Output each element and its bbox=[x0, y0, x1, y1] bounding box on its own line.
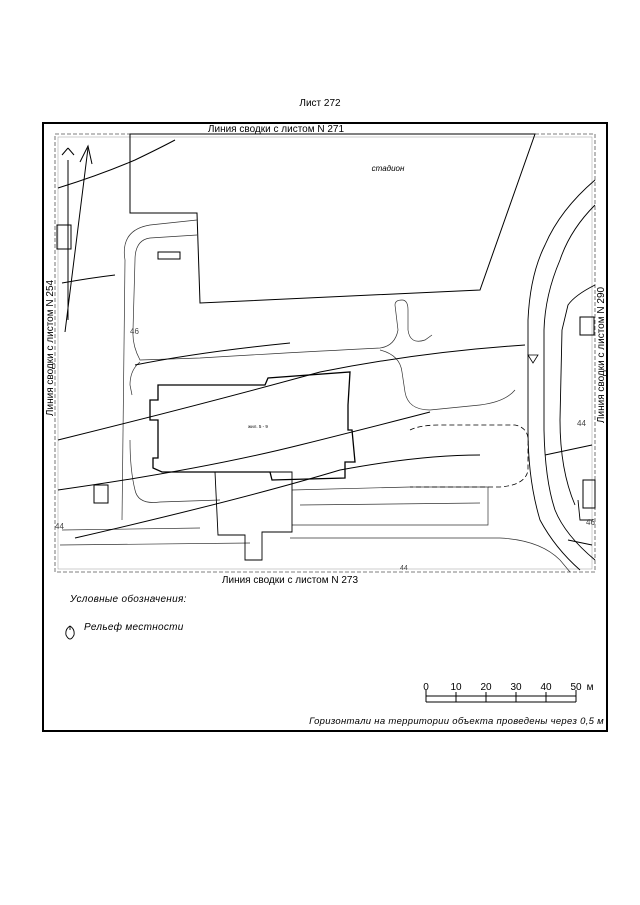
scale-tick-30: 30 bbox=[510, 682, 522, 693]
north-arrow bbox=[62, 146, 92, 332]
sheet-title: Лист 272 bbox=[299, 98, 341, 109]
scale-bar bbox=[423, 682, 593, 702]
road bbox=[528, 180, 595, 570]
contour-label-3: 44 bbox=[577, 419, 586, 428]
scale-unit: м bbox=[586, 682, 594, 693]
passage bbox=[215, 472, 292, 560]
contour-label-2: 44 bbox=[55, 522, 64, 531]
scale-tick-10: 10 bbox=[450, 682, 462, 693]
contour-label-5: 44 bbox=[400, 565, 408, 572]
paths bbox=[60, 220, 570, 572]
scale-tick-0: 0 bbox=[423, 682, 429, 693]
contour-label-4: 46 bbox=[586, 518, 595, 527]
tie-line-bottom: Линия сводки с листом N 273 bbox=[221, 575, 359, 586]
building-label: жил. 5 - 9 bbox=[248, 424, 268, 429]
stadium-label: стадион bbox=[371, 164, 405, 173]
stadium-outline bbox=[130, 134, 535, 303]
scale-tick-50: 50 bbox=[570, 682, 582, 693]
scale-tick-40: 40 bbox=[540, 682, 552, 693]
legend-relief-label: Рельеф местности bbox=[84, 622, 184, 633]
tie-line-top: Линия сводки с листом N 271 bbox=[207, 124, 345, 135]
small-structure-2 bbox=[57, 225, 71, 249]
road-arrow bbox=[528, 355, 538, 363]
scale-tick-20: 20 bbox=[480, 682, 492, 693]
contour-label-1: 46 bbox=[130, 327, 139, 336]
map-border bbox=[55, 134, 595, 572]
small-structure-1 bbox=[158, 252, 180, 259]
contour-interval-note: Горизонтали на территории объекта проведены через 0,5 м bbox=[309, 716, 604, 727]
small-structure-5 bbox=[583, 480, 595, 508]
small-structure-3 bbox=[94, 485, 108, 503]
legend-row-relief bbox=[62, 622, 184, 633]
tie-line-left: Линия сводки с листом N 254 bbox=[45, 279, 56, 417]
tie-line-right: Линия сводки с листом N 290 bbox=[596, 286, 607, 424]
dashed-area bbox=[410, 425, 528, 487]
map-border-inner bbox=[58, 137, 592, 569]
legend-heading: Условные обозначения: bbox=[70, 594, 187, 605]
